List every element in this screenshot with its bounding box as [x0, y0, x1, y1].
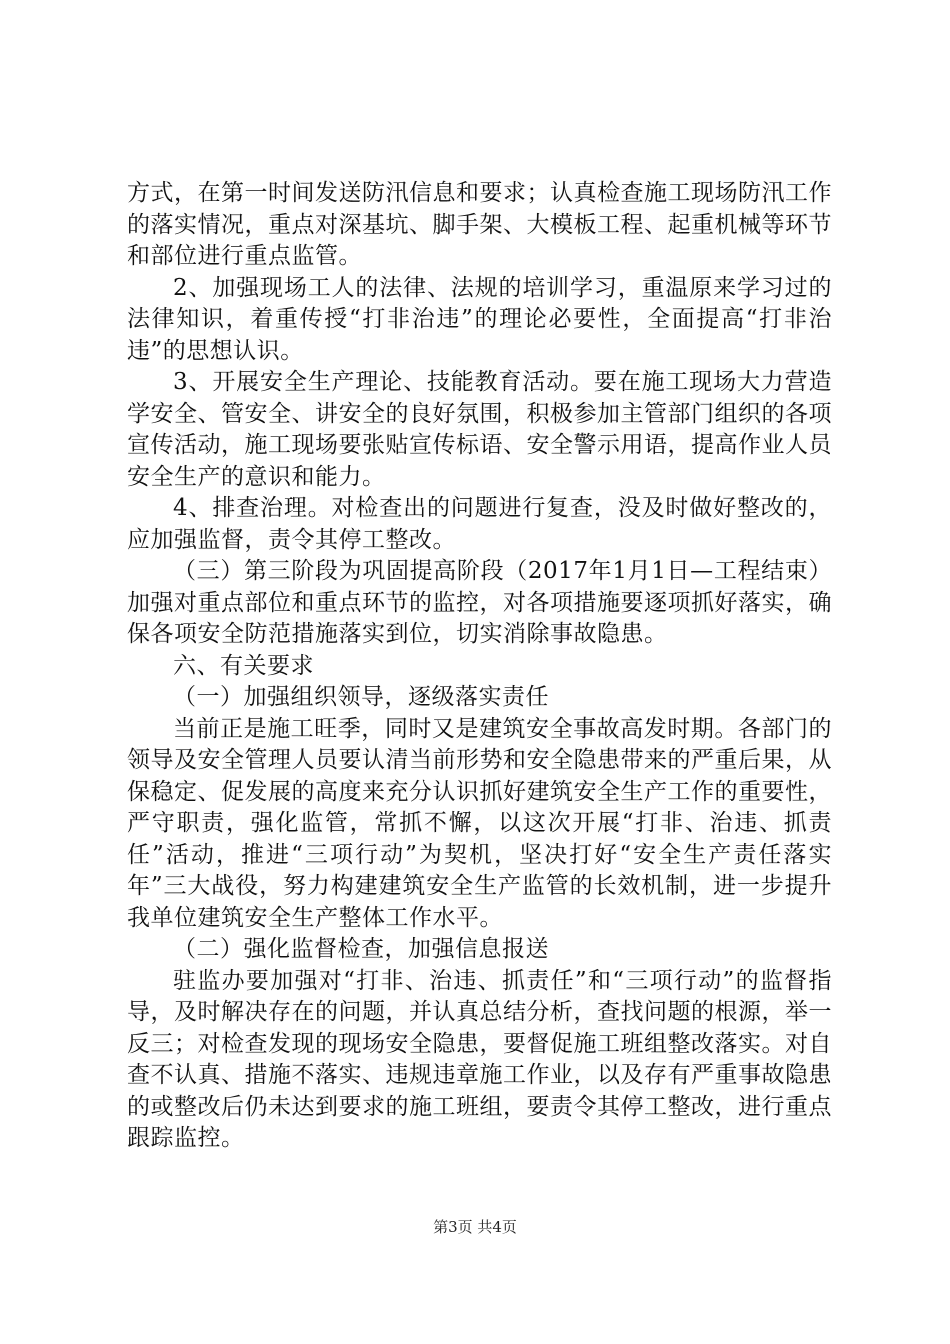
section-heading-requirements: 六、有关要求	[173, 652, 314, 679]
document-body	[127, 178, 832, 1155]
page-footer: 第3页 共4页	[433, 1218, 517, 1236]
paragraph-continuation: 方式，在第一时间发送防汛信息和要求；认真检查施工现场防汛工作的落实情况，重点对深基坑、脚手架、大模板工程、起重机械等环节和部位进行重点监管。	[127, 180, 832, 269]
paragraph-organization: 当前正是施工旺季，同时又是建筑安全事故高发时期。各部门的领导及安全管理人员要认清当前形势和安全隐患带来的严重后果，从保稳定、促发展的高度来充分认识抓好建筑安全生产工作的重要性，严守职责，强化监管，常抓不懈，以这次开展“打非、治违、抓责任”活动，推进“三项行动”为契机，坚决打好“安全生产责任落实年”三大战役，努力构建建筑安全生产监管的长效机制，进一步提升我单位建筑安全生产整体工作水平。	[127, 715, 832, 931]
paragraph-stage-three: （三）第三阶段为巩固提高阶段（2017年1月1日—工程结束）加强对重点部位和重点环节的监控，对各项措施要逐项抓好落实，确保各项安全防范措施落实到位，切实消除事故隐患。	[127, 558, 832, 647]
subheading-supervision: （二）强化监督检查，加强信息报送	[173, 936, 549, 962]
subheading-organization: （一）加强组织领导，逐级落实责任	[173, 684, 549, 710]
paragraph-item-2: 2、加强现场工人的法律、法规的培训学习，重温原来学习过的法律知识，着重传授“打非治违”的理论必要性，全面提高“打非治违”的思想认识。	[127, 274, 832, 364]
paragraph-item-4: 4、排查治理。对检查出的问题进行复查，没及时做好整改的，应加强监督，责令其停工整改。	[127, 495, 832, 553]
paragraph-item-3: 3、开展安全生产理论、技能教育活动。要在施工现场大力营造学安全、管安全、讲安全的良好氛围，积极参加主管部门组织的各项宣传活动，施工现场要张贴宣传标语、安全警示用语，提高作业人员安全生产的意识和能力。	[127, 369, 832, 490]
paragraph-supervision: 驻监办要加强对“打非、治违、抓责任”和“三项行动”的监督指导，及时解决存在的问题，并认真总结分析，查找问题的根源，举一反三；对检查发现的现场安全隐患，要督促施工班组整改落实。对自查不认真、措施不落实、违规违章施工作业，以及存有严重事故隐患的或整改后仍未达到要求的施工班组，要责令其停工整改，进行重点跟踪监控。	[127, 967, 832, 1151]
